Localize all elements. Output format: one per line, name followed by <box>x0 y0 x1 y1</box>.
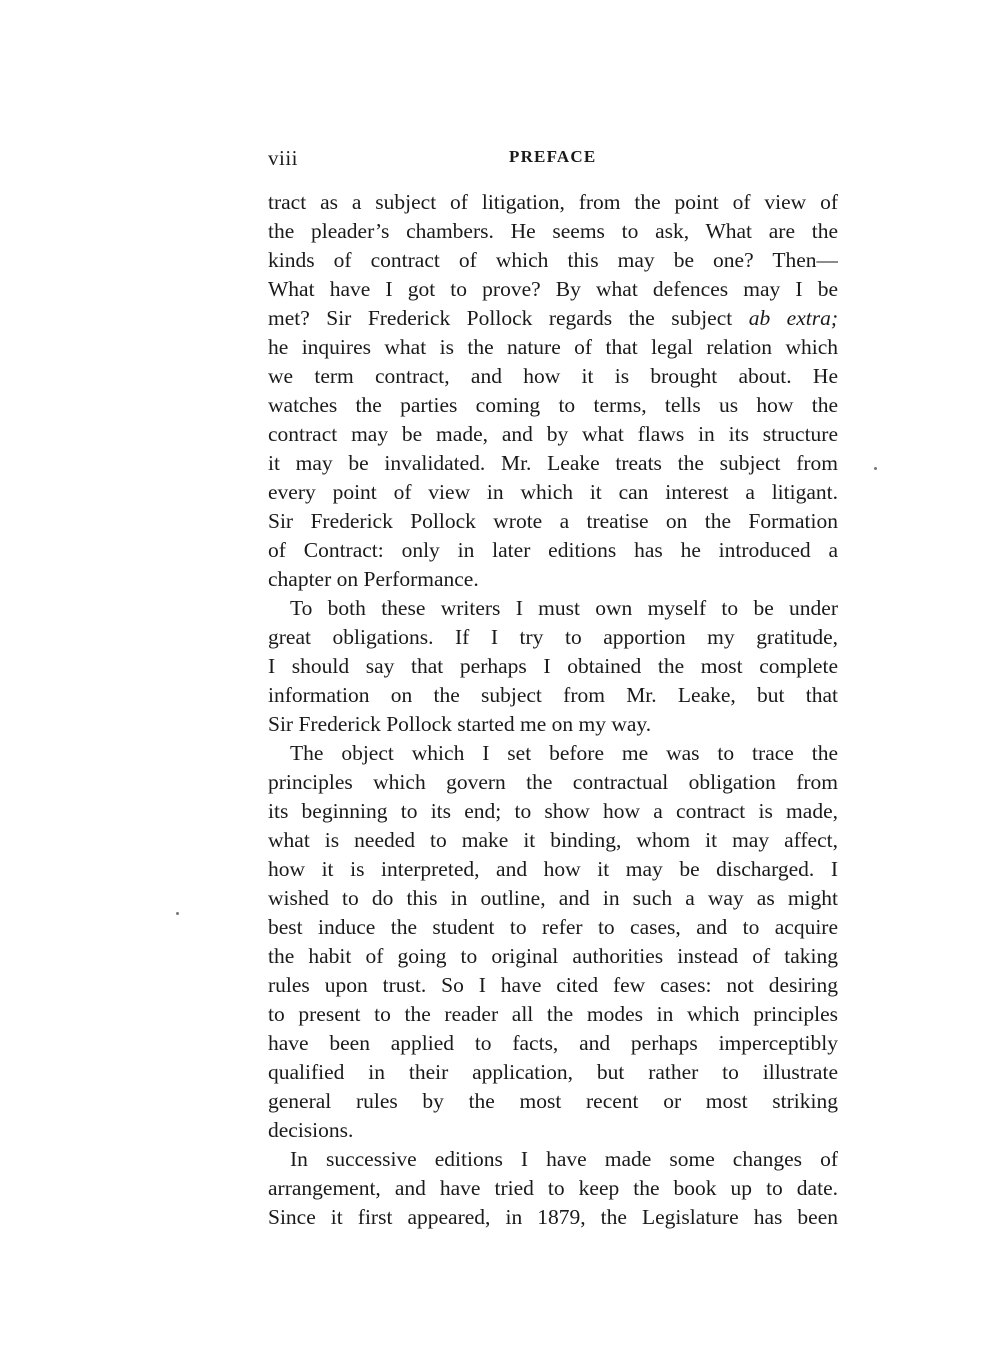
text-line: general rules by the most recent or most striking <box>268 1089 838 1113</box>
text-line: great obligations. If I try to apportion my gratitude, <box>268 625 838 649</box>
text-line: qualified in their application, but rather to illustrate <box>268 1060 838 1084</box>
text-line: principles which govern the contractual obligation from <box>268 770 838 794</box>
text-line: of Contract: only in later editions has he introduced a <box>268 538 838 562</box>
text-line: he inquires what is the nature of that legal relation which <box>268 335 838 359</box>
text-line <box>268 304 838 333</box>
text-line: best induce the student to refer to cases, and to acquire <box>268 915 838 939</box>
page-header <box>268 146 838 172</box>
preface-text <box>268 188 838 1232</box>
text-line: contract may be made, and by what flaws in its structure <box>268 422 838 446</box>
text-line: we term contract, and how it is brought about. He <box>268 364 838 388</box>
text-line: its beginning to its end; to show how a contract is made, <box>268 799 838 823</box>
page-number: viii <box>268 146 299 170</box>
text-line: the pleader’s chambers. He seems to ask, What are the <box>268 219 838 243</box>
paper-speck <box>874 467 877 470</box>
text-line: chapter on Performance. <box>268 567 479 591</box>
text-line: Since it first appeared, in 1879, the Legislature has been <box>268 1205 838 1229</box>
text-line: Sir Frederick Pollock wrote a treatise on the Formation <box>268 509 838 533</box>
text-line: What have I got to prove? By what defences may I be <box>268 277 838 301</box>
text-line: watches the parties coming to terms, tells us how the <box>268 393 838 417</box>
text-line: arrangement, and have tried to keep the book up to date. <box>268 1176 838 1200</box>
text-line: The object which I set before me was to trace the <box>290 741 838 765</box>
text-line: it may be invalidated. Mr. Leake treats the subject from <box>268 451 838 475</box>
text-line: information on the subject from Mr. Leake, but that <box>268 683 838 707</box>
italic-phrase: ab extra; <box>748 306 838 330</box>
text-line: Sir Frederick Pollock started me on my way. <box>268 712 652 736</box>
text-line: kinds of contract of which this may be one? Then— <box>268 248 838 272</box>
text-line: wished to do this in outline, and in such a way as might <box>268 886 838 910</box>
running-head: PREFACE <box>509 147 597 166</box>
text-line: every point of view in which it can interest a litigant. <box>268 480 838 504</box>
text-line: In successive editions I have made some changes of <box>290 1147 838 1171</box>
text-line: rules upon trust. So I have cited few cases: not desiring <box>268 973 838 997</box>
text-line: To both these writers I must own myself to be under <box>290 596 838 620</box>
text-line: to present to the reader all the modes in which principles <box>268 1002 838 1026</box>
text-line: have been applied to facts, and perhaps imperceptibly <box>268 1031 838 1055</box>
text-line: what is needed to make it binding, whom it may affect, <box>268 828 838 852</box>
text-segment: met? Sir Frederick Pollock regards the subject <box>268 306 749 330</box>
text-line: I should say that perhaps I obtained the most complete <box>268 654 838 678</box>
text-line: tract as a subject of litigation, from the point of view of <box>268 190 838 214</box>
text-line: how it is interpreted, and how it may be discharged. I <box>268 857 838 881</box>
text-line: the habit of going to original authorities instead of taking <box>268 944 838 968</box>
paper-speck <box>176 912 179 915</box>
text-line: decisions. <box>268 1118 354 1142</box>
